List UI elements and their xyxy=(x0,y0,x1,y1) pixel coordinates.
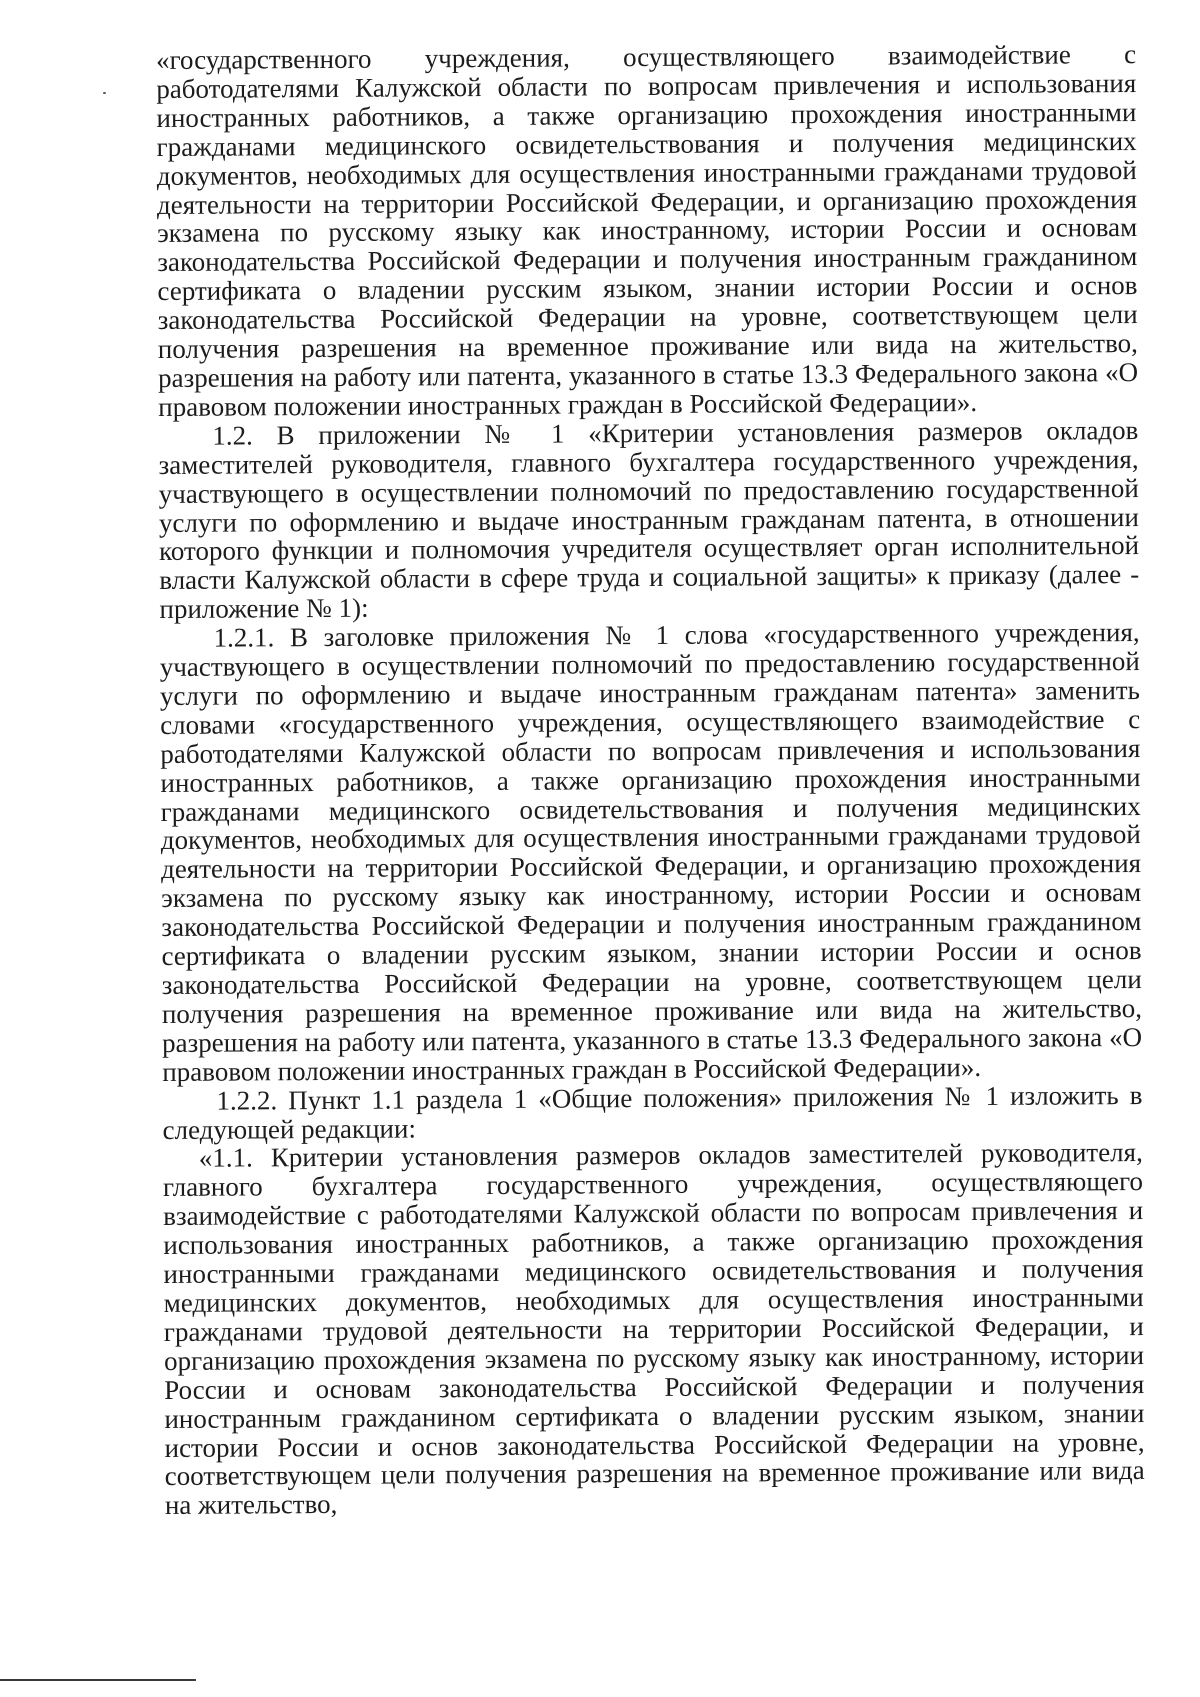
paragraph-1-2: 1.2. В приложении № 1 «Критерии установления размеров окладов заместителей руководителя, главного бухгалтера государственного учреждения, участвующего в осуществлении полномочий по предоставлению государственной услуги по оформлению и выдаче иностранным гражданам патента, в отношении которого функции и полномочия учредителя осуществляет орган исполнительной власти Калужской области в сфере труда и социальной защиты» к приказу (далее - приложение № 1): xyxy=(158,414,1140,625)
paragraph-continuation: «государственного учреждения, осуществляющего взаимодействие с работодателями Калужской области по вопросам привлечения и использования иностранных работников, а также организацию прохождения иностранными гражданами медицинского освидетельствования и получения медицинских документов, необходимых для осуществления иностранными гражданами трудовой деятельности на территории Российской Федерации, и организацию прохождения экзамена по русскому языку как иностранному, истории России и основам законодательства Российской Федерации и получения иностранным гражданином сертификата о владении русским языком, знании истории России и основ законодательства Российской Федерации на уровне, соответствующем цели получения разрешения на временное проживание или вида на жительство, разрешения на работу или патента, указанного в статье 13.3 Федерального закона «О правовом положении иностранных граждан в Российской Федерации». xyxy=(155,39,1139,422)
paragraph-1-2-2: 1.2.2. Пункт 1.1 раздела 1 «Общие положения» приложения № 1 изложить в следующей редакции: xyxy=(162,1079,1143,1145)
document-body xyxy=(156,40,1145,1520)
paragraph-1-1-quoted: «1.1. Критерии установления размеров окладов заместителей руководителя, главного бухгалтера государственного учреждения, осуществляющего взаимодействие с работодателями Калужской области по вопросам привлечения и использования иностранных работников, а также организацию прохождения иностранными гражданами медицинского освидетельствования и получения медицинских документов, необходимых для осуществления иностранными гражданами трудовой деятельности на территории Российской Федерации, и организацию прохождения экзамена по русскому языку как иностранному, истории России и основам законодательства Российской Федерации и получения иностранным гражданином сертификата о владении русским языком, знании истории России и основ законодательства Российской Федерации на уровне, соответствующем цели получения разрешения на временное проживание или вида на жительство, xyxy=(162,1137,1145,1521)
scan-edge-line xyxy=(0,1679,196,1681)
scan-speck xyxy=(103,92,106,94)
paragraph-1-2-1: 1.2.1. В заголовке приложения № 1 слова «государственного учреждения, участвующего в осуществлении полномочий по предоставлению государственной услуги по оформлению и выдаче иностранным гражданам патента» заменить словами «государственного учреждения, осуществляющего взаимодействие с работодателями Калужской области по вопросам привлечения и использования иностранных работников, а также организацию прохождения иностранными гражданами медицинского освидетельствования и получения медицинских документов, необходимых для осуществления иностранными гражданами трудовой деятельности на территории Российской Федерации, и организацию прохождения экзамена по русскому языку как иностранному, истории России и основам законодательства Российской Федерации и получения иностранным гражданином сертификата о владении русским языком, знании истории России и основ законодательства Российской Федерации на уровне, соответствующем цели получения разрешения на временное проживание или вида на жительство, разрешения на работу или патента, указанного в статье 13.3 Федерального закона «О правовом положении иностранных граждан в Российской Федерации». xyxy=(159,617,1143,1087)
